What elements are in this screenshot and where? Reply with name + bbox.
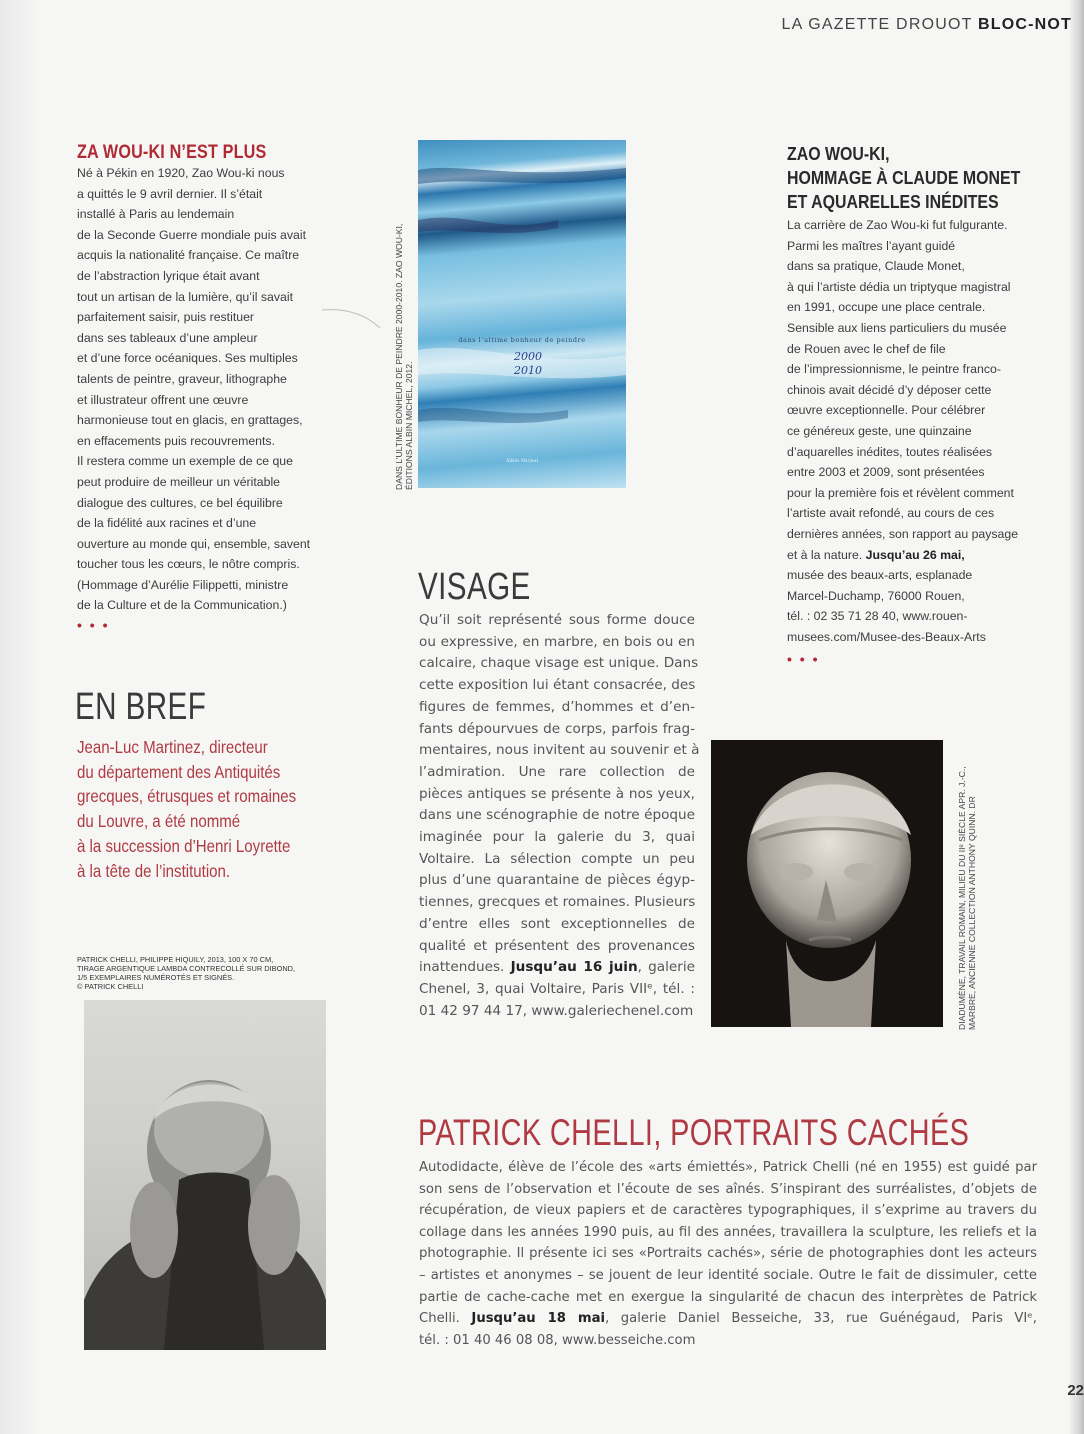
monet-title-line: ZAO WOU-KI, [787,143,890,164]
obit-more-dots: • • • [77,617,110,633]
obit-line: ouverture au monde qui, ensemble, savent [77,536,311,551]
book-cover-year-start: 2000 [514,350,542,363]
page-spine-shadow [1070,0,1084,1434]
book-cover-year-end: 2010 [514,364,542,377]
visage-line: qualité et présentent des provenances [419,937,695,954]
book-cover-publisher: Albin Michel [505,458,539,464]
monet-line: œuvre exceptionnelle. Pour célébrer [787,403,986,418]
monet-line: à qui l’artiste dédia un triptyque magistral [787,279,1011,294]
chelli-line: – artistes et anonymes – se jouent de leur identité sociale. Outre le fait de dissimuler, cette [419,1267,1037,1283]
monet-date-line [787,545,1018,566]
chelli-contact-line: tél. : 01 40 46 08 08, www.besseiche.com [419,1332,696,1348]
monet-line: pour la première fois et révèlent comment [787,485,1014,500]
book-cover-title: dans l’ultime bonheur de peindre [458,336,586,344]
chelli-line: collage dans les années 1990 puis, au fil des années, travaillera la sculpture, les reliefs et la [419,1224,1037,1240]
monet-line: l’artiste avait refondé, au cours de ces [787,506,995,521]
monet-title-line: HOMMAGE À CLAUDE MONET [787,167,1021,188]
obit-line: dialogue des cultures, ce bel équilibre [77,495,283,510]
portrait-photo [84,1000,326,1350]
en-bref-line: du département des Antiquités [77,761,281,782]
portrait-illustration [84,1000,326,1350]
obit-line: et d’une force océaniques. Ses multiples [77,351,298,366]
monet-line: de l’impressionnisme, le peintre franco- [787,362,1001,377]
visage-line: Qu’il soit représenté sous forme douce [419,612,695,628]
chelli-line: Autodidacte, élève de l’école des «arts émiettés», Patrick Chelli (né en 1955) est guidé par [419,1160,1037,1175]
visage-line: d’entre elles sont exceptionnelles de [419,915,695,932]
text-fragment: et à la nature. [787,547,866,562]
book-caption-line: DANS L’ULTIME BONHEUR DE PEINDRE 2000-2010. ZAO WOU-KI, [394,223,404,490]
chelli-date-line [419,1308,1037,1330]
obit-line: talents de peintre, graveur, lithographe [77,371,287,386]
visage-line: pièces antiques se présente à nos yeux, [419,785,695,802]
obit-body [77,163,310,616]
book-caption-line: ÉDITIONS ALBIN MICHEL, 2012. [404,361,414,490]
monet-title [787,142,1020,214]
en-bref-line: du Louvre, a été nommé [77,811,241,832]
exhibition-date: Jusqu’au 26 mai, [865,547,965,562]
exhibition-date: Jusqu’au 18 mai [471,1311,606,1327]
obit-line: en effacements puis recouvrements. [77,433,275,448]
visage-address-line: 01 42 97 44 17, www.galeriechenel.com [419,1002,694,1019]
marble-head-illustration [711,740,943,1027]
obit-line: toucher tous les cœurs, le nôtre compris. [77,557,300,572]
monet-line: chinois avait décidé d’y déposer cette [787,382,992,397]
text-fragment: , galerie [637,959,695,976]
obit-line: parfaitement saisir, puis restituer [77,310,255,325]
visage-title: VISAGE [418,566,531,608]
monet-line: d’aquarelles inédites, toutes réalisées [787,444,993,459]
obit-line: tout un artisan de la lumière, qu’il savait [77,289,293,304]
monet-line: ce généreux geste, une quinzaine [787,423,972,438]
visage-line: tiennes, grecques et romaines. Plusieurs [419,894,696,911]
visage-line: plus d’une quarantaine de pièces égyp- [419,872,695,889]
masthead [782,16,1073,34]
monet-address-line: musees.com/Musee-des-Beaux-Arts [787,629,986,644]
visage-line: l’admiration. Une rare collection de [419,763,695,780]
visage-line: ou expressive, en marbre, en bois ou en [419,633,695,650]
obit-line: peut produire de meilleur un véritable [77,474,281,489]
en-bref-line: à la tête de l’institution. [77,860,231,881]
monet-title-line: ET AQUARELLES INÉDITES [787,191,999,212]
text-fragment: , galerie Daniel Besseiche, 33, rue Guénégaud, Paris VIᵉ, [605,1311,1037,1327]
statue-caption-line: MARBRE, ANCIENNE COLLECTION ANTHONY QUINN. DR [967,796,977,1030]
obit-line: dans ses tableaux d’une ampleur [77,330,258,345]
section-name: BLOC-NOT [977,16,1072,33]
page-left-shading [0,0,40,1434]
chelli-line: son sens de l’observation et l’écoute de ses aînés. S’inspirant des surréalistes, d’objets de [419,1181,1037,1197]
visage-line: imaginée pour la galerie du 3, quai [419,829,695,846]
visage-line: figures de femmes, d’hommes et d’en- [419,698,695,715]
visage-line: dans une scénographie de notre époque [419,807,695,824]
visage-line: fants dépourvues de corps, parfois frag- [419,720,695,737]
obit-line: de la Seconde Guerre mondiale puis avait [77,227,306,242]
exhibition-date: Jusqu’au 16 juin [510,959,638,976]
monet-line: Parmi les maîtres l’ayant guidé [787,238,956,253]
monet-line: de Rouen avec le chef de file [787,341,946,356]
portrait-caption-line: TIRAGE ARGENTIQUE LAMBDA CONTRECOLLÉ SUR DIBOND, [77,964,296,973]
monet-line: dans sa pratique, Claude Monet, [787,259,965,274]
text-fragment: Chelli. [419,1311,472,1327]
text-fragment: inattendues. [419,959,511,976]
obit-line: de la Culture et de la Communication.) [77,598,287,613]
chelli-title: PATRICK CHELLI, PORTRAITS CACHÉS [418,1112,970,1153]
obit-line: installé à Paris au lendemain [77,207,235,222]
book-caption [394,224,414,490]
portrait-caption-line: © PATRICK CHELLI [77,982,144,991]
watercolor-strokes [418,140,626,488]
statue-caption-line: DIADUMÈNE, TRAVAIL ROMAIN, MILIEU DU IIᵉ SIÈCLE APR. J.-C., [957,766,967,1030]
monet-line: La carrière de Zao Wou-ki fut fulgurante. [787,218,1008,232]
visage-line: calcaire, chaque visage est unique. Dans [419,655,699,672]
visage-body [419,610,700,1022]
portrait-caption-line: 1/5 EXEMPLAIRES NUMÉROTÉS ET SIGNÉS. [77,973,235,982]
obit-title: ZA WOU-KI N’EST PLUS [77,142,267,163]
visage-address-line: Chenel, 3, quai Voltaire, Paris VIIᵉ, tél. : [419,980,695,997]
obit-line: Il restera comme un exemple de ce que [77,454,293,469]
monet-address-line: Marcel-Duchamp, 76000 Rouen, [787,588,965,603]
visage-line: cette exposition lui étant consacrée, des [419,677,696,694]
obit-line: a quittés le 9 avril dernier. Il s’était [77,186,263,201]
monet-line: entre 2003 et 2009, sont présentées [787,465,985,480]
monet-address-line: tél. : 02 35 71 28 40, www.rouen- [787,609,968,624]
obit-line: de l’abstraction lyrique était avant [77,268,260,283]
en-bref-body [77,735,296,883]
chelli-line: récupération, de vieux papiers et de caractères typographiques, il s’exprime au travers du [419,1203,1037,1219]
obit-line: harmonieuse tout en glacis, en grattages, [77,413,303,428]
monet-line: en 1991, occupe une place centrale. [787,300,986,315]
obit-line: Né à Pékin en 1920, Zao Wou-ki nous [77,166,285,180]
monet-address-line: musée des beaux-arts, esplanade [787,568,973,583]
book-cover-image [418,140,626,488]
obit-line: acquis la nationalité française. Ce maître [77,248,300,263]
monet-body [787,215,1018,647]
en-bref-title: EN BREF [75,686,207,728]
en-bref-line: grecques, étrusques et romaines [77,786,297,807]
monet-line: Sensible aux liens particuliers du musée [787,320,1007,335]
page-number: 22 [1067,1382,1084,1399]
visage-date-line [419,957,695,979]
chelli-line: partie de cache-cache met en exergue la singularité de chacun des interprètes de Patrick [419,1289,1037,1305]
portrait-caption-line: PATRICK CHELLI, PHILIPPE HIQUILY, 2013, 100 X 70 CM, [77,955,274,964]
publication-name: LA GAZETTE DROUOT [781,16,973,33]
chelli-body [419,1157,1037,1351]
obit-line: et illustrateur offrent une œuvre [77,392,249,407]
statue-photo [711,740,943,1027]
visage-line: Voltaire. La sélection compte un peu [419,850,695,867]
en-bref-line: Jean-Luc Martinez, directeur [77,737,268,757]
obit-line: (Hommage d’Aurélie Filippetti, ministre [77,577,289,592]
portrait-caption [77,955,295,991]
monet-more-dots: • • • [787,651,820,667]
scan-curl-mark [320,300,390,340]
en-bref-line: à la succession d’Henri Loyrette [77,835,291,856]
statue-caption [957,766,977,1030]
monet-line: dernières années, son rapport au paysage [787,526,1019,541]
obit-line: de la fidélité aux racines et d’une [77,516,257,531]
chelli-line: photographie. Il présente ici ses «Portraits cachés», série de photographies dont les acteurs [419,1246,1037,1262]
visage-line: mentaires, nous invitent au souvenir et à [419,742,700,759]
